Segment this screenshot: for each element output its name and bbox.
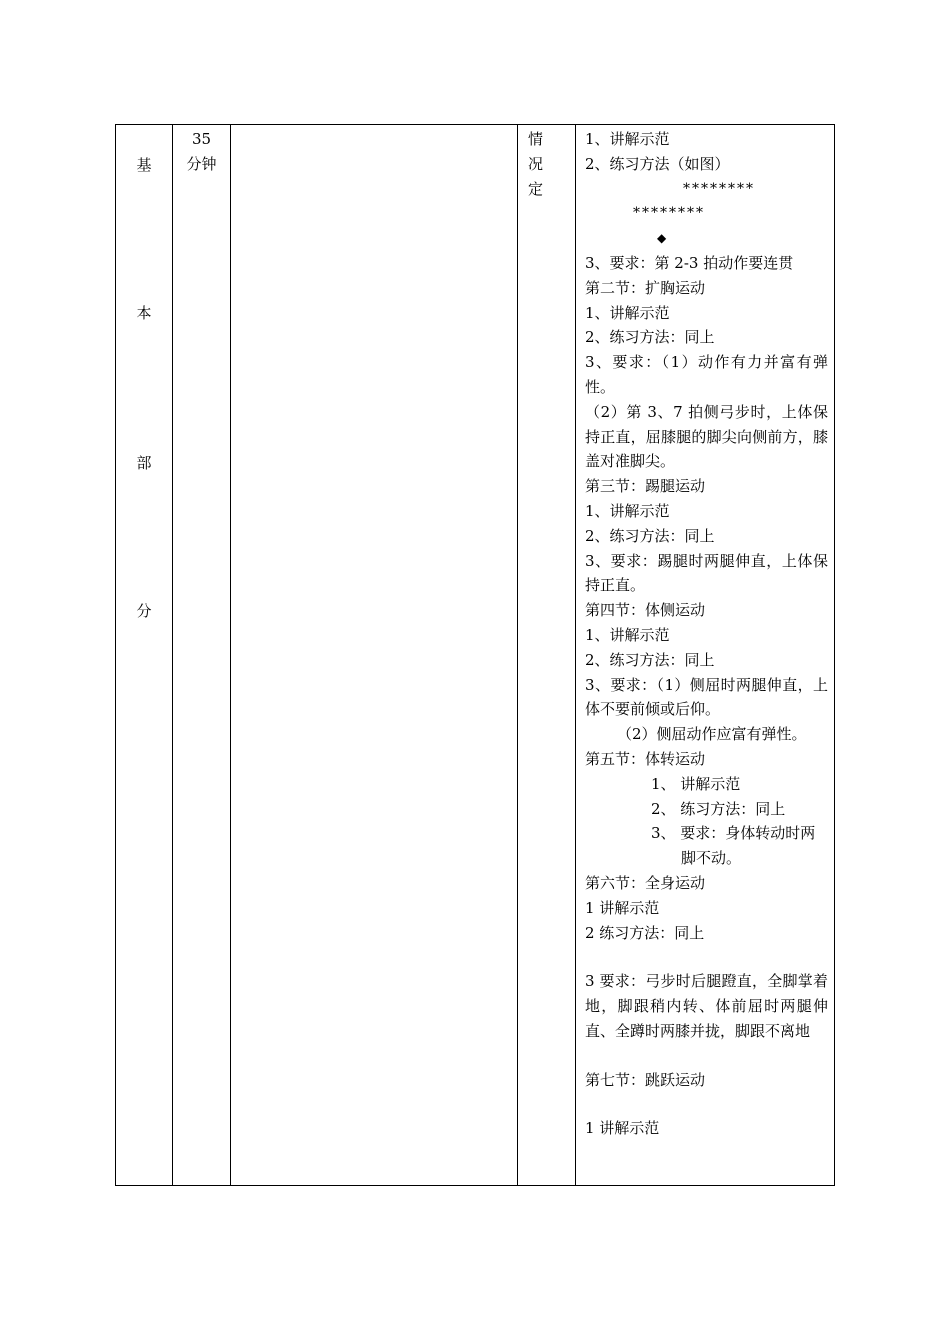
section-title: 第六节：全身运动: [585, 873, 706, 892]
text-line: 2、练习方法：同上: [585, 526, 715, 545]
part-char: 本: [136, 304, 152, 322]
text-line: 1、讲解示范: [585, 303, 670, 322]
organization-cell: [576, 125, 835, 1186]
text-paragraph: 3、要求：（1）动作有力并富有弹性。: [585, 353, 828, 396]
text-paragraph: 3、要求：踢腿时两腿伸直，上体保持正直。: [585, 551, 828, 595]
section-title: 第三节：踢腿运动: [585, 477, 706, 496]
text-line: 2、练习方法：同上: [585, 650, 715, 669]
text-line: 1 讲解示范: [585, 898, 660, 917]
text-paragraph: 3 要求：弓步时后腿蹬直，全脚掌着地，脚跟稍内转、体前屈时两腿伸直、全蹲时两膝并拢，脚跟不离地: [585, 972, 828, 1040]
section-title: 第五节：体转运动: [585, 749, 706, 768]
condition-line: 情 况: [528, 130, 550, 173]
text-paragraph: （2）第 3、7 拍侧弓步时，上体保持正直，屈膝腿的脚尖向侧前方，膝盖对准脚尖。: [585, 402, 828, 471]
time-minutes: 35: [191, 130, 212, 148]
spacer: [585, 1044, 828, 1068]
text-line: 1、讲解示范: [585, 501, 670, 520]
section-title: 第四节：体侧运动: [585, 601, 706, 620]
teacher-marker-icon: ◆: [657, 231, 667, 246]
part-char: 部: [136, 454, 152, 472]
text-line: 2、练习方法：同上: [585, 328, 715, 347]
text-line: 3、 要求：身体转动时两: [651, 824, 816, 843]
time-unit: 分钟: [186, 154, 217, 173]
formation-row: ********: [633, 205, 705, 222]
part-cell: [116, 125, 173, 1186]
lesson-plan-table: [115, 124, 835, 1186]
text-line: （2）侧屈动作应富有弹性。: [617, 725, 807, 744]
table-row: [116, 125, 835, 1186]
section-title: 第七节：跳跃运动: [585, 1070, 706, 1089]
text-line: 1、 讲解示范: [651, 774, 741, 793]
section-title: 第二节：扩胸运动: [585, 278, 706, 297]
text-line: 脚不动。: [681, 849, 742, 868]
text-line: 2、练习方法（如图）: [585, 154, 730, 173]
text-paragraph: 3、要求：（1）侧屈时两腿伸直，上体不要前倾或后仰。: [585, 675, 828, 719]
part-label: [116, 125, 172, 1185]
part-char: 基: [136, 156, 152, 174]
text-line: 1 讲解示范: [585, 1119, 660, 1138]
condition-cell: [518, 125, 576, 1186]
text-line: 1、讲解示范: [585, 625, 670, 644]
text-line: 2、 练习方法：同上: [651, 799, 786, 818]
text-line: 3、要求：第 2-3 拍动作要连贯: [585, 253, 794, 272]
text-line: 2 练习方法：同上: [585, 923, 705, 942]
teaching-content-cell: [231, 125, 518, 1186]
spacer: [585, 945, 828, 969]
condition-line: 定: [528, 179, 544, 198]
spacer: [585, 1092, 828, 1116]
time-cell: [173, 125, 231, 1186]
text-line: 1、讲解示范: [585, 130, 670, 148]
part-char: 分: [136, 602, 152, 620]
formation-row: ********: [683, 180, 755, 197]
